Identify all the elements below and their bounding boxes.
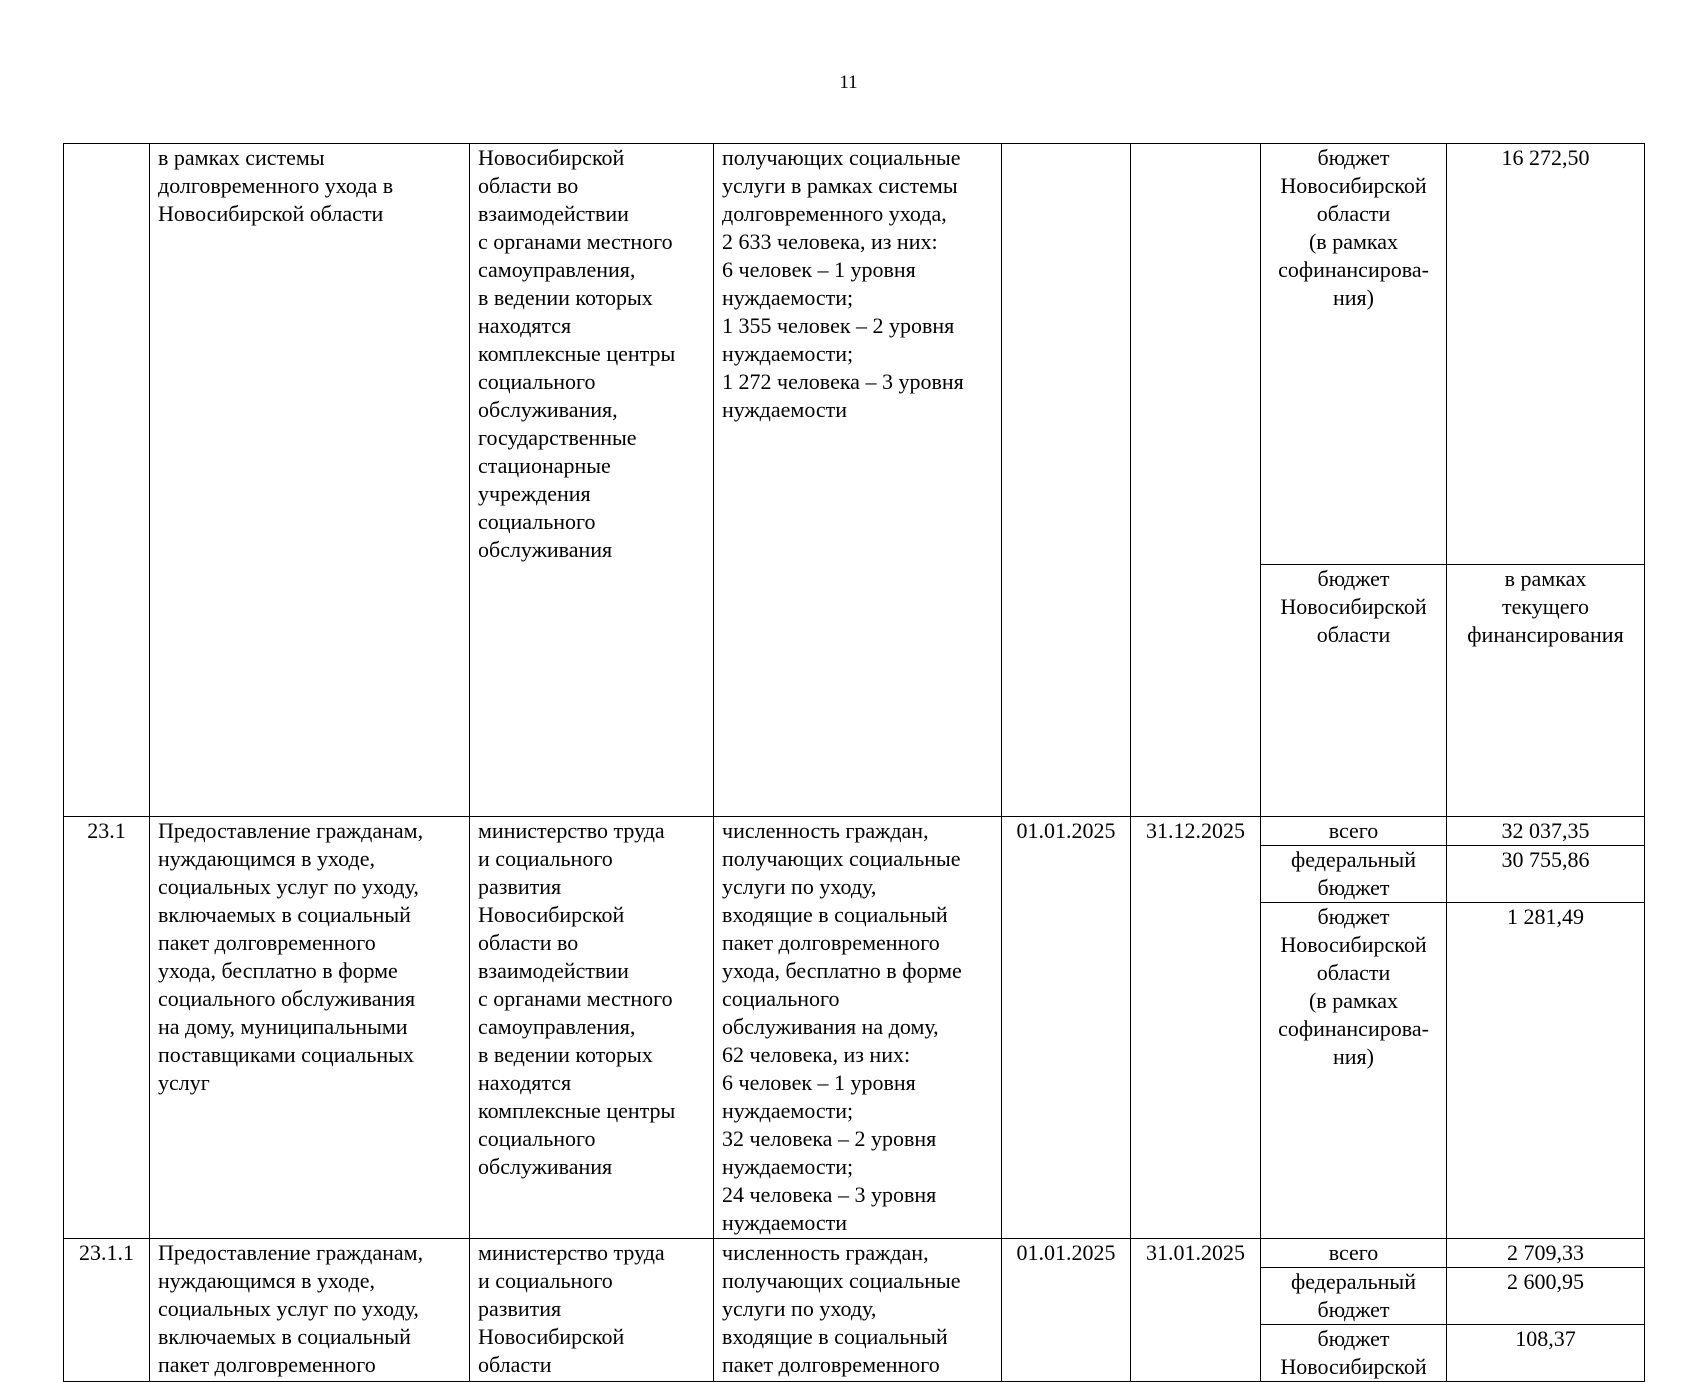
end-date: 31.01.2025 [1131,1239,1261,1382]
funding-source: бюджет Новосибирской области (в рамках софинансирова- ния) [1261,903,1447,1239]
end-date: 31.12.2025 [1131,817,1261,1239]
row-number: 23.1 [64,817,150,1239]
executor: Новосибирской области во взаимодействии с органами местного самоуправления, в ведении которых находятся комплексные центры социального обслуживания, государственные стационарные учреждения социального обслуживания [470,144,714,817]
funding-source: федеральный бюджет [1261,846,1447,903]
funding-amount: в рамках текущего финансирования [1447,565,1645,817]
page-number: 11 [839,72,858,93]
activity-name: Предоставление гражданам, нуждающимся в уходе, социальных услуг по уходу, включаемых в социальный пакет долговременного [150,1239,470,1382]
executor: министерство труда и социального развития Новосибирской области во взаимодействии с органами местного самоуправления, в ведении которых находятся комплексные центры социального обслуживания [470,817,714,1239]
end-date [1131,144,1261,817]
funding-source: всего [1261,1239,1447,1268]
indicator: численность граждан, получающих социальные услуги по уходу, входящие в социальный пакет долговременного [714,1239,1002,1382]
start-date [1002,144,1131,817]
table-row [64,817,1645,846]
activities-table [63,143,1645,1382]
funding-source: бюджет Новосибирской области [1261,565,1447,817]
start-date: 01.01.2025 [1002,1239,1131,1382]
funding-amount: 2 709,33 [1447,1239,1645,1268]
funding-amount: 1 281,49 [1447,903,1645,1239]
table-row [64,144,1645,565]
funding-source: бюджет Новосибирской [1261,1325,1447,1382]
funding-amount: 108,37 [1447,1325,1645,1382]
funding-source: бюджет Новосибирской области (в рамках софинансирова- ния) [1261,144,1447,565]
table-row [64,1239,1645,1268]
funding-source: всего [1261,817,1447,846]
start-date: 01.01.2025 [1002,817,1131,1239]
funding-amount: 30 755,86 [1447,846,1645,903]
activity-name: в рамках системы долговременного ухода в Новосибирской области [150,144,470,817]
indicator: получающих социальные услуги в рамках системы долговременного ухода, 2 633 человека, из них: 6 человек – 1 уровня нуждаемости; 1 355 человек – 2 уровня нуждаемости; 1 272 человека – 3 уровня нуждаемости [714,144,1002,817]
funding-source: федеральный бюджет [1261,1268,1447,1325]
funding-amount: 32 037,35 [1447,817,1645,846]
indicator: численность граждан, получающих социальные услуги по уходу, входящие в социальный пакет долговременного ухода, бесплатно в форме социального обслуживания на дому, 62 человека, из них: 6 человек – 1 уровня нуждаемости; 32 человека – 2 уровня нуждаемости; 24 человека – 3 уровня нуждаемости [714,817,1002,1239]
funding-amount: 2 600,95 [1447,1268,1645,1325]
row-number: 23.1.1 [64,1239,150,1382]
row-number [64,144,150,817]
funding-amount: 16 272,50 [1447,144,1645,565]
executor: министерство труда и социального развития Новосибирской области [470,1239,714,1382]
activity-name: Предоставление гражданам, нуждающимся в уходе, социальных услуг по уходу, включаемых в социальный пакет долговременного ухода, бесплатно в форме социального обслуживания на дому, муниципальными поставщиками социальных услуг [150,817,470,1239]
